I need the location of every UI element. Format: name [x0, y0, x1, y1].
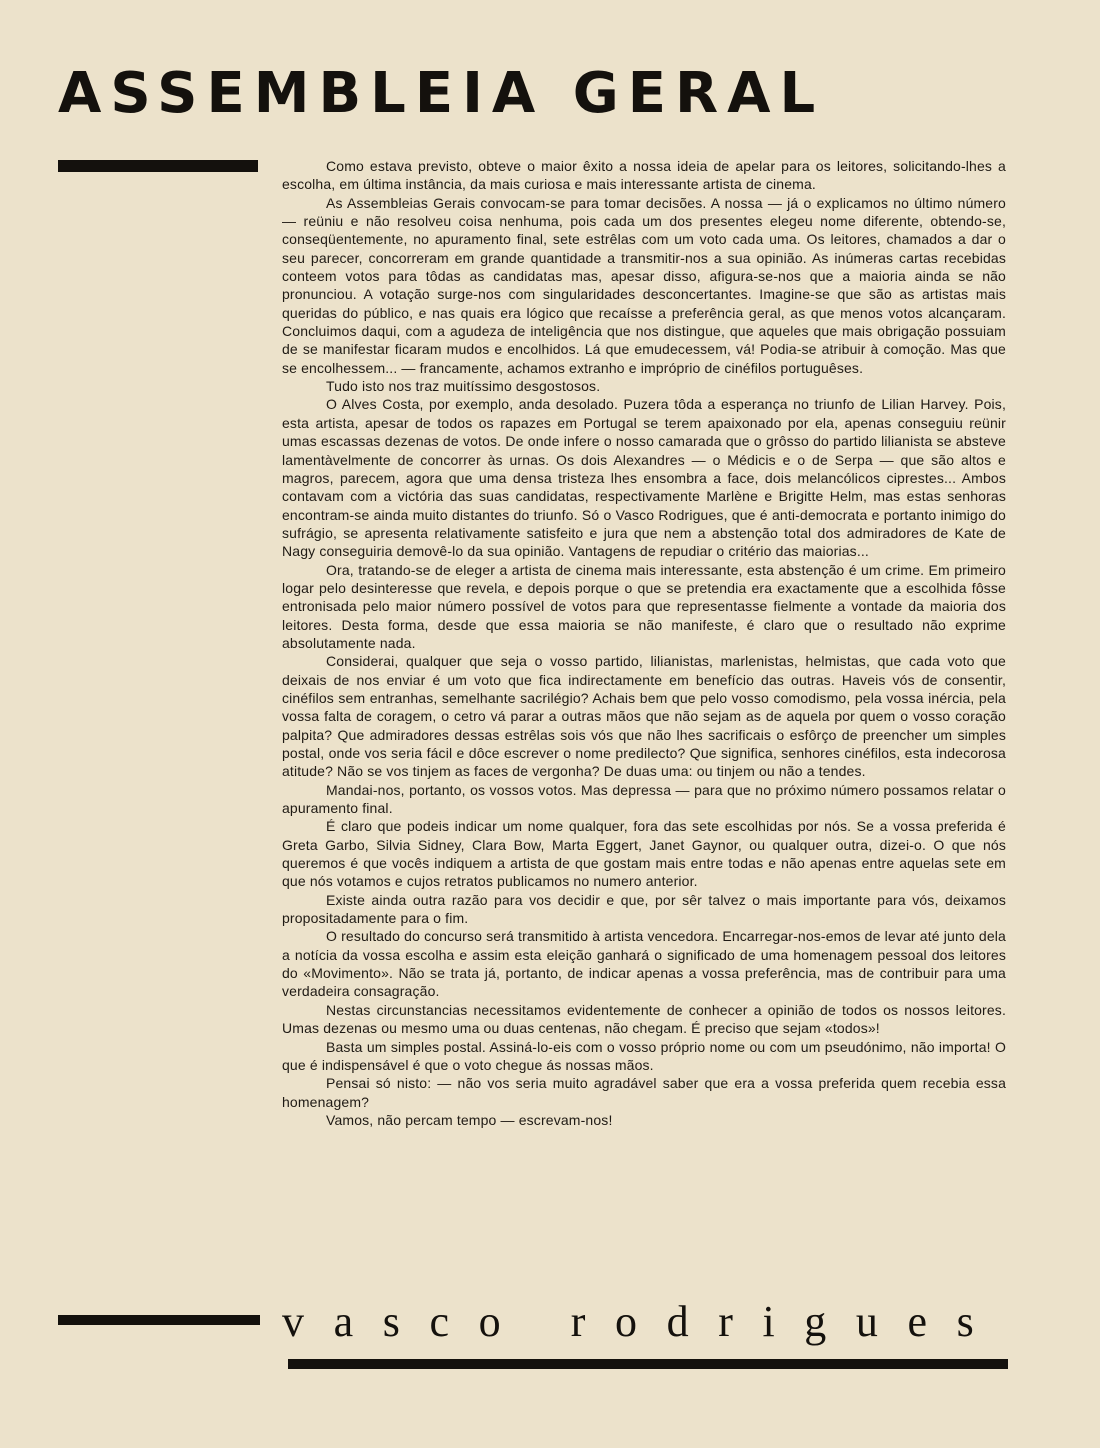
paragraph: Ora, tratando-se de eleger a artista de cinema mais interessante, esta abstenção é um crime. Em primeiro logar pelo desinteresse que revela, e depois porque o que se pretendia era exactamente que a escolhida fôsse entronisada pelo maior número possível de votos para que representasse fielmente a vontade da maioria dos leitores. Desta forma, desde que essa maioria se não manifeste, é claro que o resultado não exprime absolutamente nada. [282, 561, 1006, 651]
article-body [282, 157, 1006, 1129]
paragraph: Nestas circunstancias necessitamos evidentemente de conhecer a opinião de todos os nossos leitores. Umas dezenas ou mesmo uma ou duas centenas, não chegam. É preciso que sejam «todos»! [282, 1001, 1006, 1037]
signature-rule [58, 1315, 260, 1325]
paragraph: Como estava previsto, obteve o maior êxito a nossa ideia de apelar para os leitores, solicitando-lhes a escolha, em última instância, da mais curiosa e mais interessante artista de cinema. [282, 158, 1006, 193]
paragraph: O resultado do concurso será transmitido à artista vencedora. Encarregar-nos-emos de levar até junto dela a notícia da vossa escolha e assim esta eleição ganhará o significado de uma homenagem pessoal dos leitores do «Movimento». Não se trata já, portanto, de indicar apenas a vossa preferência, mas de contribuir para uma verdadeira consagração. [282, 928, 1006, 1000]
paragraph: É claro que podeis indicar um nome qualquer, fora das sete escolhidas por nós. Se a vossa preferida é Greta Garbo, Silvia Sidney, Clara Bow, Marta Eggert, Janet Gaynor, ou qualquer outra, dizei-o. O que nós queremos é que vocês indiquem a artista de que gostam mais entre todas e não apenas entre aquelas sete em que nós votamos e cujos retratos publicamos no numero anterior. [282, 818, 1006, 890]
paragraph: Basta um simples postal. Assiná-lo-eis com o vosso próprio nome ou com um pseudónimo, não importa! O que é indispensável é que o voto chegue ás nossas mãos. [282, 1038, 1006, 1073]
top-rule [58, 160, 258, 172]
paragraph: Existe ainda outra razão para vos decidir e que, por sêr talvez o mais importante para vós, deixamos propositadamente para o fim. [282, 891, 1006, 927]
paragraph: Mandai-nos, portanto, os vossos votos. Mas depressa — para que no próximo número possamos relatar o apuramento final. [282, 781, 1006, 817]
author-signature: vasco rodrigues [282, 1297, 1004, 1346]
paragraph: As Assembleias Gerais convocam-se para tomar decisões. A nossa — já o explicamos no último número — reüniu e não resolveu coisa nenhuma, pois cada um dos presentes elegeu nome diferente, obtendo-se, conseqüentemente, no apuramento final, sete estrêlas com um voto cada uma. Os leitores, chamados a dar o seu parecer, concorreram em grande quantidade a transmitir-nos a sua opinião. As inúmeras cartas recebidas conteem votos para tôdas as candidatas mas, apesar disso, afigura-se-nos que a maioria ainda se não pronunciou. A votação surge-nos com singularidades desconcertantes. Imagine-se que são as artistas mais queridas do público, e nas quais era lógico que recaísse a preferência geral, as que menos votos alcançaram. Concluimos daqui, com a agudeza de inteligência que nos distingue, que aqueles que mais obrigação possuiam de se manifestar ficaram mudos e encolhidos. Lá que emudecessem, vá! Podia-se atribuir à comoção. Mas que se encolhessem... — francamente, achamos extranho e impróprio de cinéfilos portuguêses. [282, 194, 1006, 376]
paragraph: O Alves Costa, por exemplo, anda desolado. Puzera tôda a esperança no triunfo de Lilian Harvey. Pois, esta artista, apesar de todos os rapazes em Portugal se terem apaixonado por ela, apenas conseguiu reünir umas escassas dezenas de votos. De onde infere o nosso camarada que o grôsso do partido lilianista se absteve lamentàvelmente de concorrer às urnas. Os dois Alexandres — o Médicis e o de Serpa — que são altos e magros, parecem, agora que uma densa tristeza lhes ensombra a face, dois melancólicos ciprestes... Ambos contavam com a victória das suas candidatas, respectivamente Marlène e Brigitte Helm, mas estas senhoras encontram-se ainda muito distantes do triunfo. Só o Vasco Rodrigues, que é anti-democrata e portanto inimigo do sufrágio, se apresenta relativamente satisfeito e jura que nem a abstenção total dos admiradores de Kate de Nagy conseguiria demovê-lo da sua opinião. Vantagens de repudiar o critério das maiorias... [282, 396, 1006, 560]
paragraph: Considerai, qualquer que seja o vosso partido, lilianistas, marlenistas, helmistas, que cada voto que deixais de nos enviar é um voto que fica indirectamente em benefício das outras. Haveis vós de consentir, cinéfilos sem entranhas, semelhante sacrilégio? Achais bem que pelo vosso comodismo, pela vossa inércia, pela vossa falta de coragem, o cetro vá parar a outras mãos que não sejam as de aquela por quem o vosso coração palpita? Que admiradores dessas estrêlas sois vós que não lhes sacrificais o esfôrço de preencher um simples postal, onde vos seria fácil e dôce escrever o nome predilecto? Que significa, senhores cinéfilos, esta indecorosa atitude? Não se vos tinjem as faces de vergonha? De duas uma: ou tinjem ou não a tendes. [282, 653, 1006, 780]
paragraph: Tudo isto nos traz muitíssimo desgostosos. [326, 378, 601, 395]
page-title: ASSEMBLEIA GERAL [58, 61, 825, 126]
paragraph: Pensai só nisto: — não vos seria muito agradável saber que era a vossa preferida quem recebia essa homenagem? [282, 1075, 1006, 1110]
bottom-rule [288, 1359, 1008, 1369]
paragraph: Vamos, não percam tempo — escrevam-nos! [326, 1111, 613, 1128]
